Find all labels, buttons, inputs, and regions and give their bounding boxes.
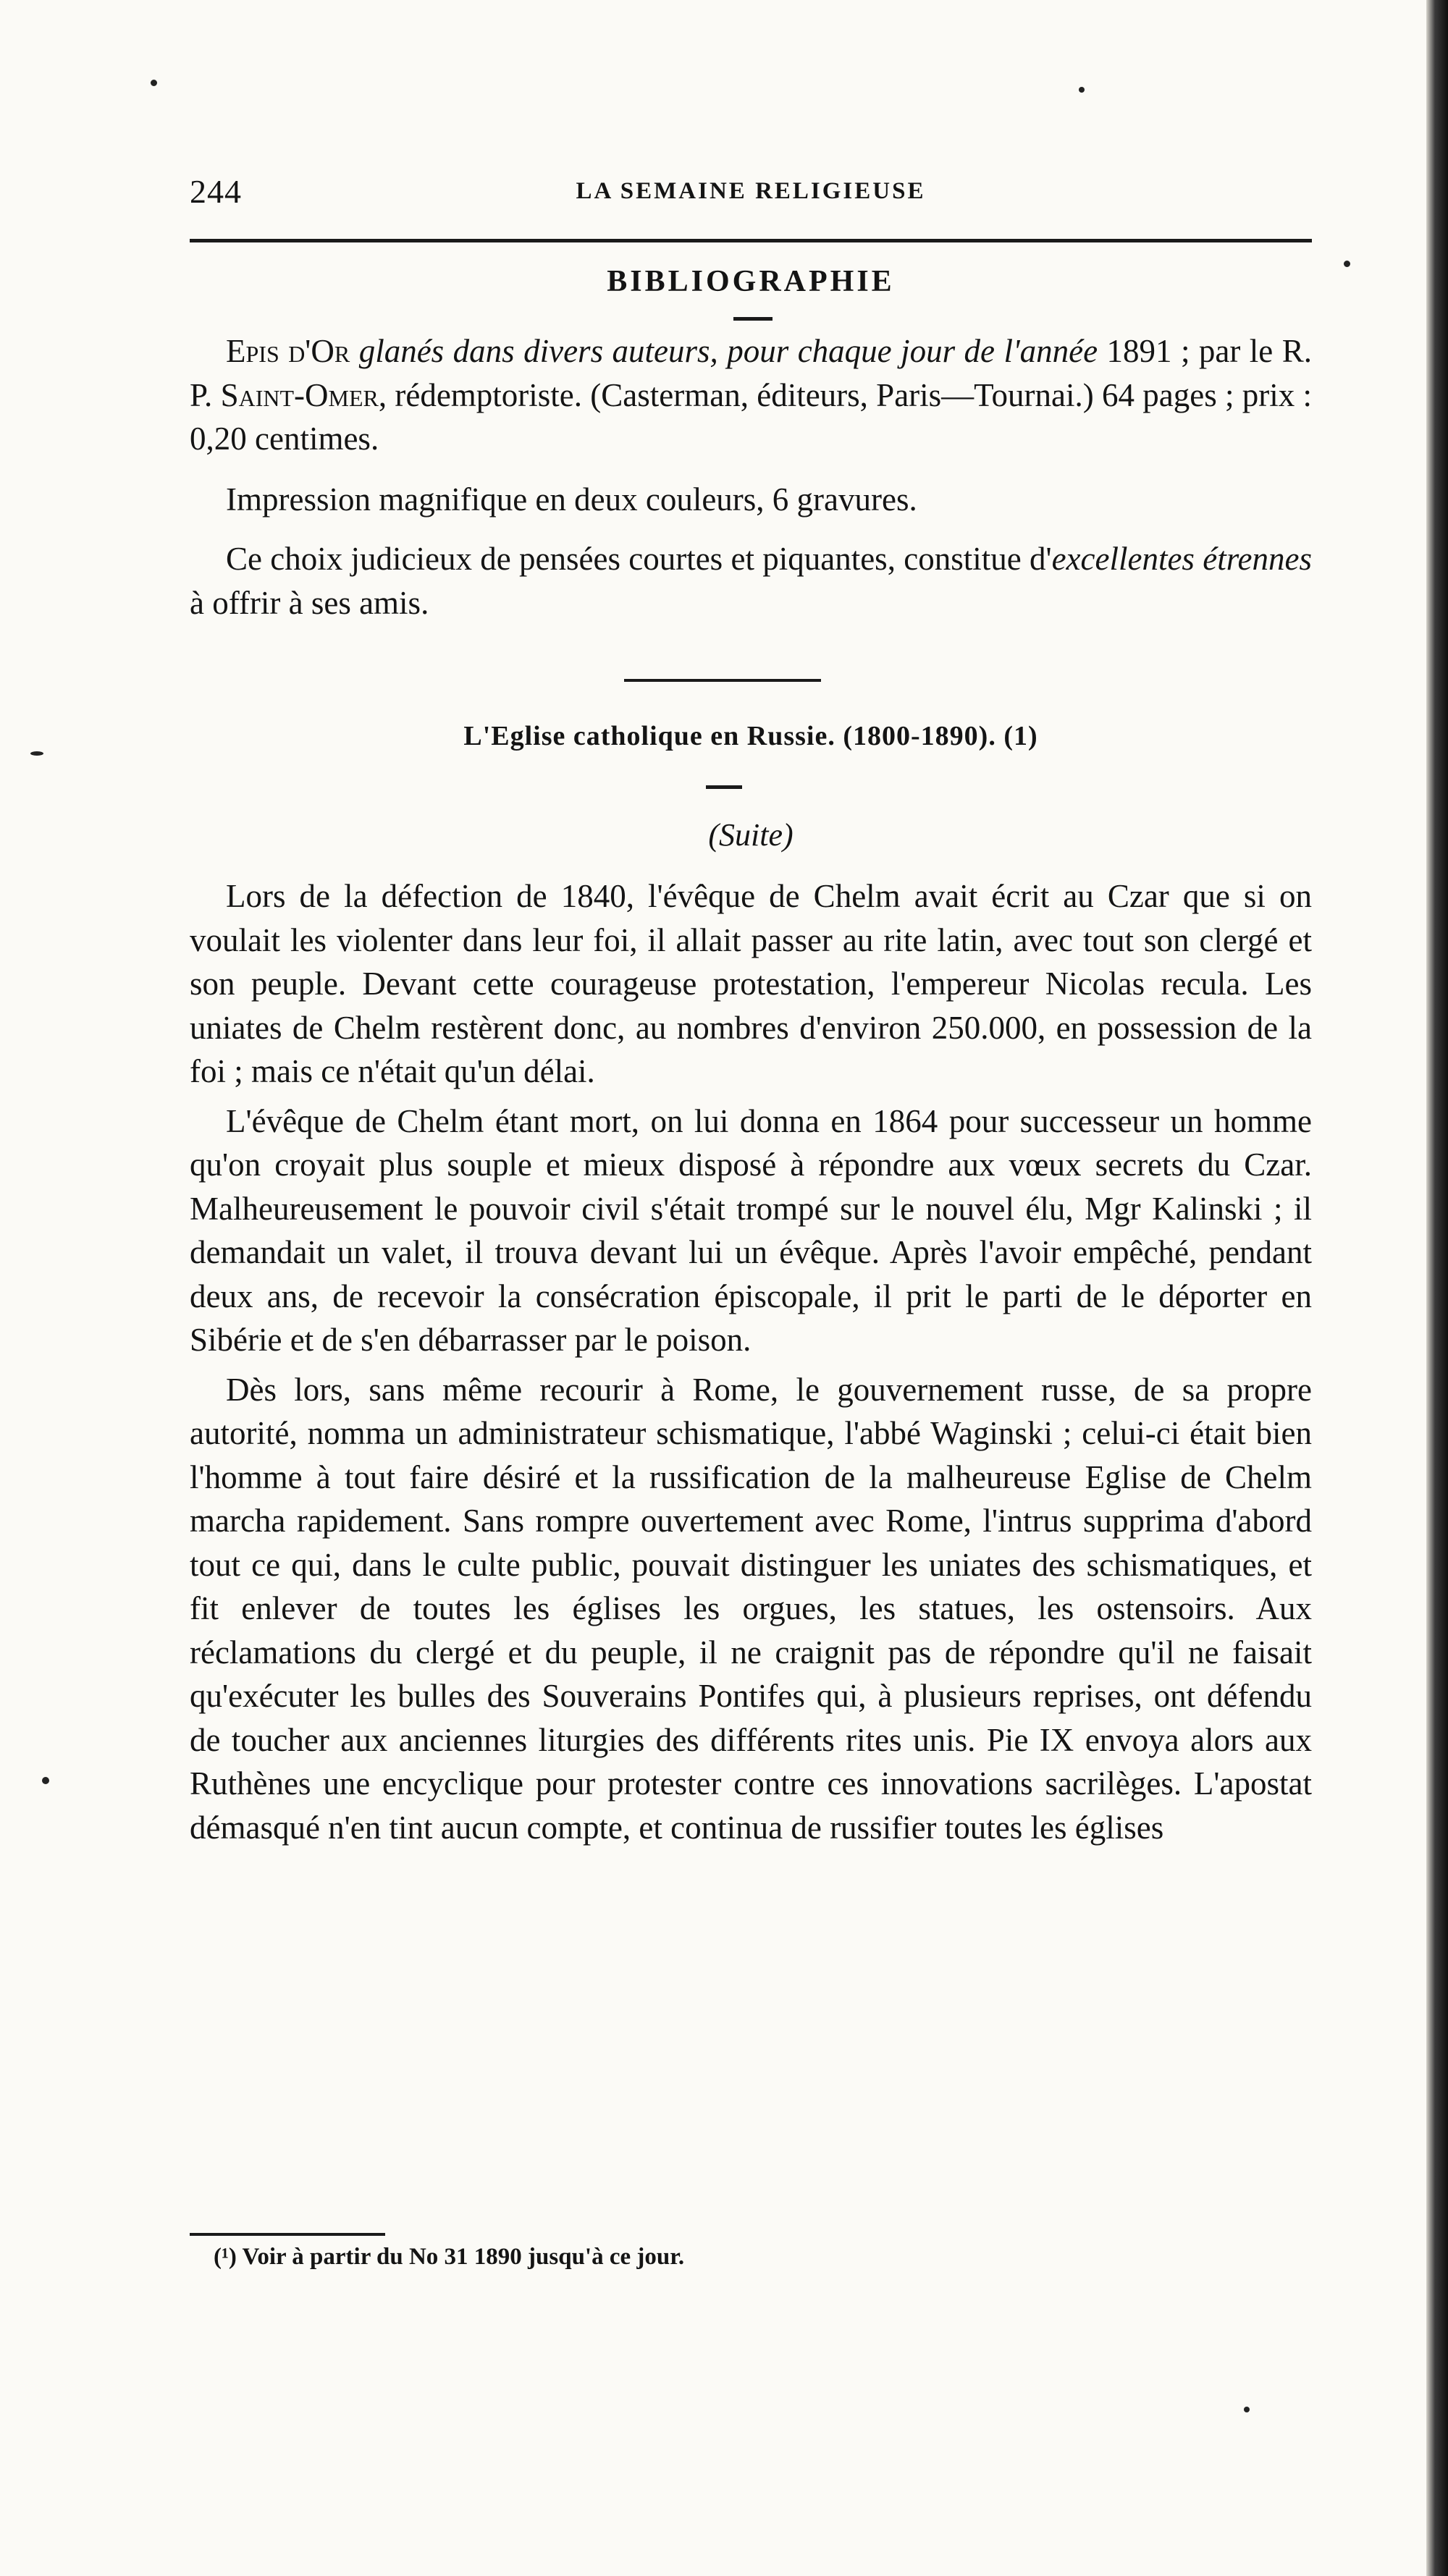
binding-edge — [1426, 0, 1448, 2576]
book-details: 1891 ; par le R. P. — [190, 333, 1312, 413]
article-paragraph: Lors de la défection de 1840, l'évêque de Chelm avait écrit au Czar que si on voulait les violenter dans leur foi, il allait passer au rite latin, avec tout son clergé et son peuple. Devant cette courageuse protestation, l'empereur Nicolas recula. Les uniates de Chelm restèrent donc, au nombres d'environ 250.000, en possession de la foi ; mais ce n'était qu'un délai. — [190, 878, 1312, 1089]
article-title-dash — [706, 785, 742, 789]
running-title: LA SEMAINE RELIGIEUSE — [576, 178, 926, 204]
book-title-caps: Epis d'Or — [226, 333, 350, 369]
suite-label: (Suite) — [708, 817, 794, 853]
page-number: 244 — [190, 173, 242, 210]
article-paragraph: Dès lors, sans même recourir à Rome, le gouvernement russe, de sa propre autorité, nomma un administrateur schismatique, l'abbé Waginski ; celui-ci était bien l'homme à tout faire désiré et la russification de la malheureuse Eglise de Chelm marcha rapidement. Sans rompre ouvertement avec Rome, l'intrus supprima d'abord tout ce qui, dans le culte public, pouvait distinguer les uniates des schismatiques, et fit enlever de toutes les églises les orgues, les statues, les ostensoirs. Aux réclamations du clergé et du peuple, il ne craignit pas de répondre qu'il ne faisait qu'exécuter les bulles des Souverains Pontifes qui, à plusieurs reprises, ont défendu de toucher aux anciennes liturgies des différents rites unis. Pie IX envoya alors aux Ruthènes une encyclique pour protester contre ces innovations sacrilèges. L'apostat démasqué n'en tint aucun compte, et continua de russifier toutes les églises — [190, 1371, 1312, 1846]
article-paragraph: L'évêque de Chelm étant mort, on lui donna en 1864 pour successeur un homme qu'on croyait plus souple et mieux disposé à répondre aux vœux secrets du Czar. Malheureusement le pouvoir civil s'était trompé sur le nouvel élu, Mgr Kalinski ; il demandait un valet, il trouva devant lui un évêque. Après l'avoir empêché, pendant deux ans, de recevoir la consécration épiscopale, il prit le parti de le déporter en Sibérie et de s'en débarrasser par le poison. — [190, 1102, 1312, 1358]
heading-dash — [733, 317, 773, 321]
bibliography-line-3-italic: excellentes étrennes — [1051, 541, 1312, 577]
bibliography-entry — [190, 329, 1312, 461]
header-rule — [190, 239, 1312, 242]
book-title-italic: glanés dans divers auteurs, pour chaque jour de l'année — [358, 333, 1098, 369]
print-speck — [42, 1777, 49, 1784]
article-title: L'Eglise catholique en Russie. (1800-1890). (1) — [463, 721, 1038, 751]
bibliography-heading: BIBLIOGRAPHIE — [607, 265, 895, 298]
book-author: Saint-Omer — [220, 376, 379, 413]
print-speck — [1079, 87, 1085, 93]
bibliography-line-2: Impression magnifique en deux couleurs, 6 gravures. — [226, 481, 917, 518]
print-speck — [1244, 2407, 1250, 2412]
article-body — [190, 874, 1312, 1855]
section-separator — [624, 679, 821, 682]
bibliography-line-3-start: Ce choix judicieux de pensées courtes et piquantes, constitue d' — [226, 541, 1052, 577]
bibliography-line-3-end: à offrir à ses amis. — [190, 584, 429, 621]
footnote: (¹) Voir à partir du No 31 1890 jusqu'à ce jour. — [214, 2244, 685, 2270]
book-publisher: , rédemptoriste. (Casterman, éditeurs, Paris—Tournai.) 64 pages ; prix : 0,20 centimes. — [190, 376, 1312, 457]
page-header — [190, 172, 1312, 216]
footnote-rule — [190, 2233, 385, 2236]
print-speck — [151, 80, 157, 86]
print-speck — [1344, 261, 1350, 267]
bibliography-line-3 — [190, 537, 1312, 625]
print-speck — [30, 751, 43, 756]
